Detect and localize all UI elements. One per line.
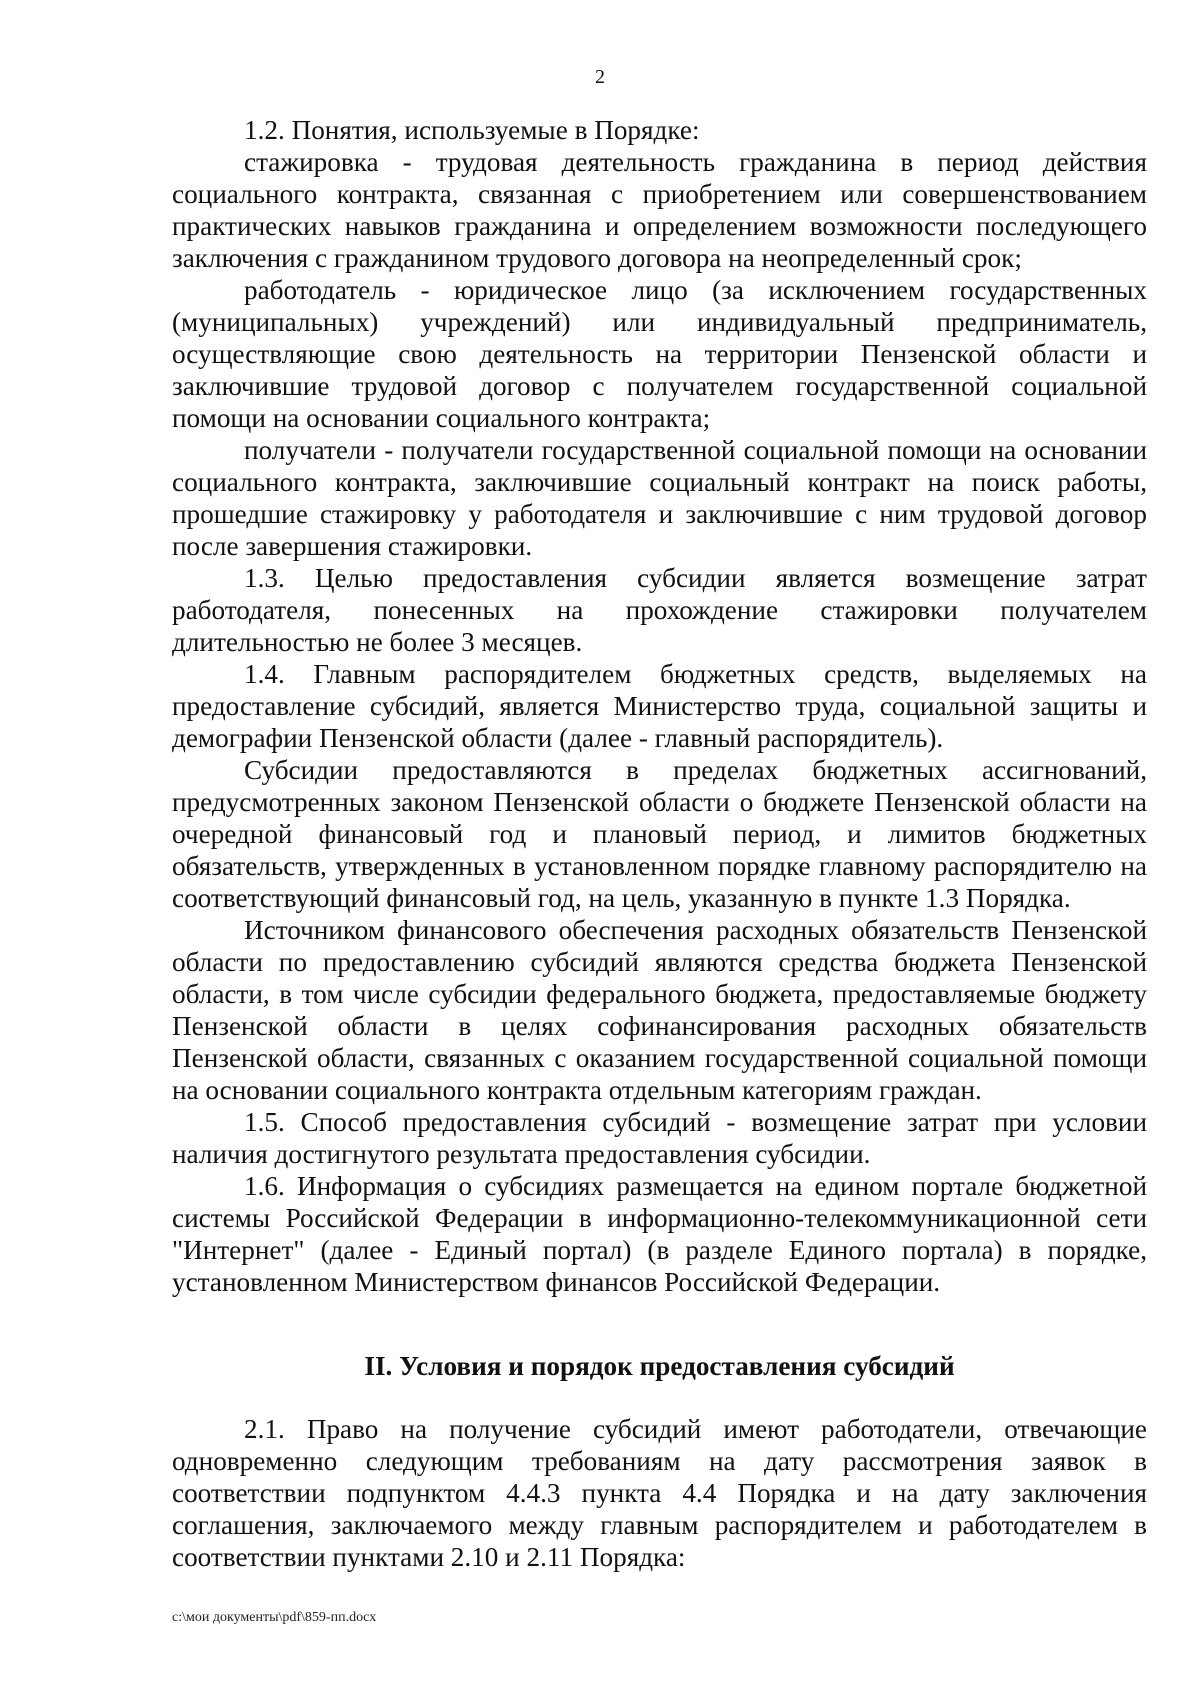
- paragraph-1-3: 1.3. Целью предоставления субсидии является возмещение затрат работодателя, понесенных на прохождение стажировки получателем длительностью не более 3 месяцев.: [172, 563, 1147, 657]
- section-heading: II. Условия и порядок предоставления субсидий: [364, 1351, 955, 1381]
- paragraph-definition-internship: стажировка - трудовая деятельность гражданина в период действия социального контракта, связанная с приобретением или совершенствованием практических навыков гражданина и определением возможности последующего заключения с гражданином трудового договора на неопределенный срок;: [172, 147, 1147, 273]
- paragraph-1-6: 1.6. Информация о субсидиях размещается на едином портале бюджетной системы Российской Федерации в информационно-телекоммуникационной сети "Интернет" (далее - Единый портал) (в разделе Единого портала) в порядке, установленном Министерством финансов Российской Федерации.: [172, 1171, 1147, 1297]
- paragraph-1-2: 1.2. Понятия, используемые в Порядке:: [244, 115, 700, 145]
- paragraph-2-1: 2.1. Право на получение субсидий имеют работодатели, отвечающие одновременно следующим требованиям на дату рассмотрения заявок в соответствии подпунктом 4.4.3 пункта 4.4 Порядка и на дату заключения соглашения, заключаемого между главным распорядителем и работодателем в соответствии пунктами 2.10 и 2.11 Порядка:: [172, 1414, 1147, 1572]
- paragraph-1-4: 1.4. Главным распорядителем бюджетных средств, выделяемых на предоставление субсидий, является Министерство труда, социальной защиты и демографии Пензенской области (далее - главный распорядитель).: [172, 659, 1147, 753]
- paragraph-subsidies-limits: Субсидии предоставляются в пределах бюджетных ассигнований, предусмотренных законом Пензенской области о бюджете Пензенской области на очередной финансовый год и плановый период, и лимитов бюджетных обязательств, утвержденных в установленном порядке главному распорядителю на соответствующий финансовый год, на цель, указанную в пункте 1.3 Порядка.: [172, 755, 1147, 913]
- paragraph-definition-recipients: получатели - получатели государственной социальной помощи на основании социального контракта, заключившие социальный контракт на поиск работы, прошедшие стажировку у работодателя и заключившие с ним трудовой договор после завершения стажировки.: [172, 435, 1147, 561]
- paragraph-definition-employer: работодатель - юридическое лицо (за исключением государственных (муниципальных) учреждений) или индивидуальный предприниматель, осуществляющие свою деятельность на территории Пензенской области и заключившие трудовой договор с получателем государственной социальной помощи на основании социального контракта;: [172, 275, 1147, 433]
- footer-file-path: c:\мои документы\pdf\859-пп.docx: [172, 1610, 377, 1625]
- page-number: 2: [595, 66, 605, 88]
- document-body: [172, 114, 1147, 1298]
- paragraph-funding-source: Источником финансового обеспечения расходных обязательств Пензенской области по предоставлению субсидий являются средства бюджета Пензенской области, в том числе субсидии федерального бюджета, предоставляемые бюджету Пензенской области в целях софинансирования расходных обязательств Пензенской области, связанных с оказанием государственной социальной помощи на основании социального контракта отдельным категориям граждан.: [172, 915, 1147, 1105]
- section-body: [172, 1413, 1147, 1573]
- paragraph-1-5: 1.5. Способ предоставления субсидий - возмещение затрат при условии наличия достигнутого результата предоставления субсидии.: [172, 1107, 1147, 1169]
